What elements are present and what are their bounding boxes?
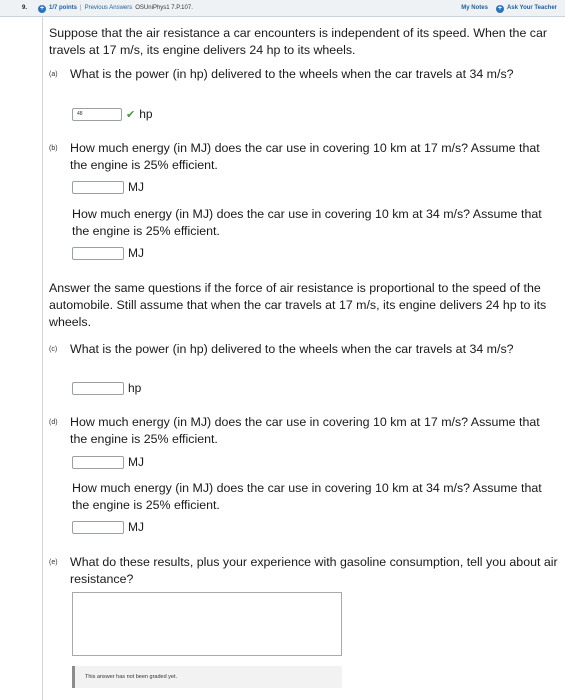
part-d-answer-input-1[interactable] [72,456,124,469]
expand-plus-icon[interactable]: + [39,4,45,12]
points-score: 1/7 points [49,5,78,11]
part-e-label: (e) [49,559,58,566]
course-reference: OSUniPhys1 7.P.107. [135,5,193,11]
part-c-question: What is the power (in hp) delivered to the wheels when the car travels at 34 m/s? [70,342,514,356]
question-number: 9. [22,5,28,11]
part-d-answer-row-2 [72,520,144,534]
part-c-answer-input[interactable] [72,382,124,395]
part-b-question-1: How much energy (in MJ) does the car use in covering 10 km at 17 m/s? Assume that the engine is 25% efficient. [70,141,540,172]
part-b [49,140,554,174]
my-notes-link[interactable]: My Notes [461,5,488,11]
part-d-label: (d) [49,419,58,426]
part-e [49,554,559,588]
part-b-question-2: How much energy (in MJ) does the car use in covering 10 km at 34 m/s? Assume that the engine is 25% efficient. [72,207,542,238]
part-a [49,66,554,83]
part-d-unit-1: MJ [128,455,144,469]
grading-status-note: This answer has not been graded yet. [72,666,342,688]
part-a-unit: hp [139,107,153,121]
problem-intro: Suppose that the air resistance a car encounters is independent of its speed. When the car travels at 17 m/s, its engine delivers 24 hp to its wheels. [49,26,547,57]
previous-answers-link[interactable]: Previous Answers [84,5,133,11]
part-a-answer-input[interactable] [72,108,122,121]
part-c-answer-row [72,381,141,395]
part-d-question-2: How much energy (in MJ) does the car use in covering 10 km at 34 m/s? Assume that the engine is 25% efficient. [72,481,542,512]
question-meta [38,0,193,17]
part-d-answer-row-1 [72,455,144,469]
part-b-unit-1: MJ [128,180,144,194]
part-a-question: What is the power (in hp) delivered to the wheels when the car travels at 34 m/s? [70,67,514,81]
header-actions [461,0,557,17]
question-header-bar [0,0,565,17]
plus-icon: + [497,4,503,12]
part-b-unit-2: MJ [128,246,144,260]
part-d-question-1: How much energy (in MJ) does the car use in covering 10 km at 17 m/s? Assume that the engine is 25% efficient. [70,415,540,446]
follow-up-instructions: Answer the same questions if the force of air resistance is proportional to the speed of the automobile. Still assume that when the car travels at 17 m/s, its engine delivers 24 hp to its wheels. [49,281,547,329]
left-divider [42,17,43,700]
part-b-answer-input-2[interactable] [72,247,124,260]
part-b-answer-row-2 [72,246,144,260]
part-d-unit-2: MJ [128,520,144,534]
part-a-answer-row [72,107,153,121]
part-c-label: (c) [49,346,58,353]
ask-teacher-button[interactable] [496,0,557,17]
part-c [49,341,554,358]
correct-check-icon: ✔ [126,108,136,121]
separator: | [80,5,82,11]
part-b-label: (b) [49,145,58,152]
part-b-answer-row-1 [72,180,144,194]
part-b-answer-input-1[interactable] [72,181,124,194]
part-a-label: (a) [49,71,58,78]
part-e-essay-input[interactable] [72,592,342,656]
part-d-answer-input-2[interactable] [72,521,124,534]
part-e-question: What do these results, plus your experience with gasoline consumption, tell you about air resistance? [70,555,558,586]
ask-teacher-label: Ask Your Teacher [506,5,557,11]
part-d [49,414,554,448]
part-c-unit: hp [128,381,142,395]
